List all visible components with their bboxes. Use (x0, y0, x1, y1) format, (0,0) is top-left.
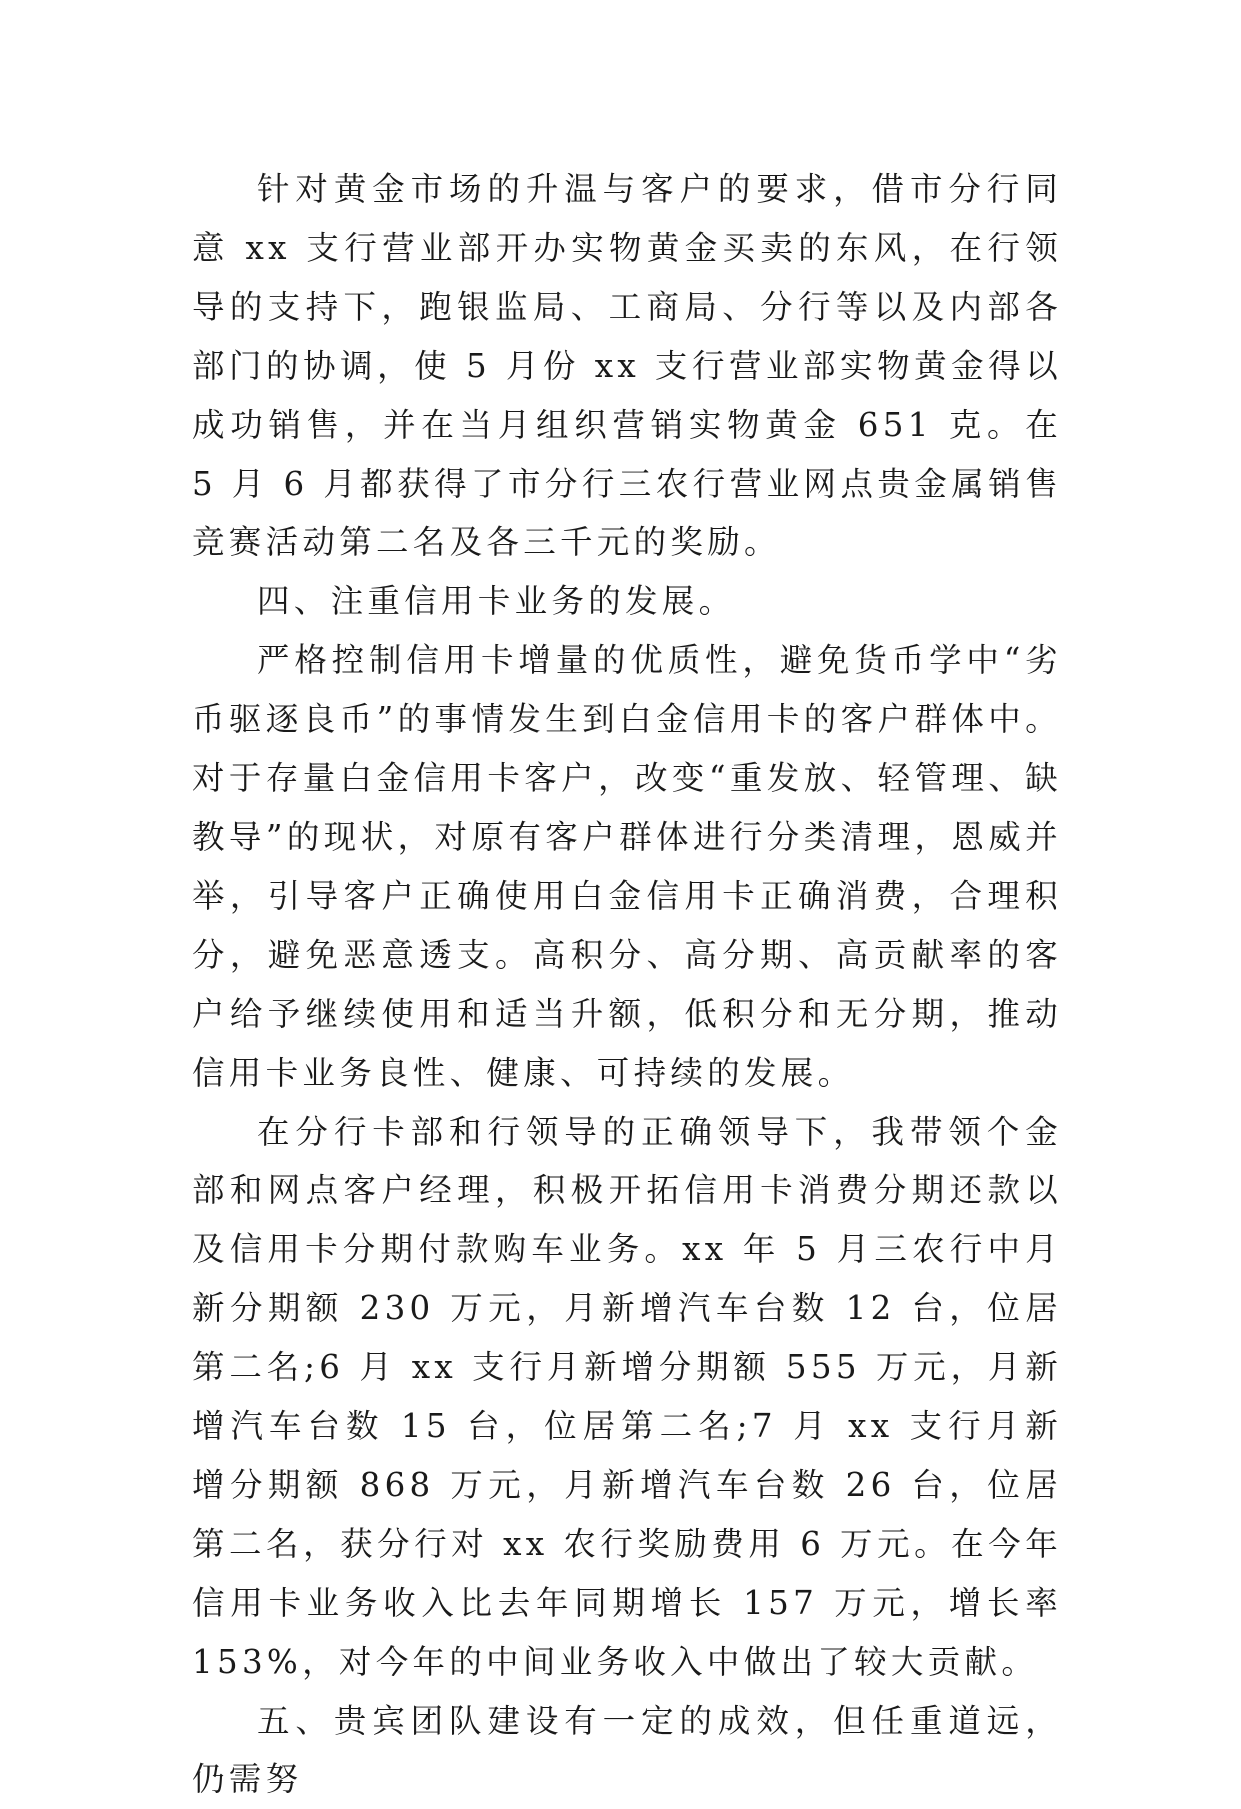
section-heading-vip-team: 五、贵宾团队建设有一定的成效，但任重道远，仍需努 (192, 1701, 1062, 1799)
paragraph-installment-business: 在分行卡部和行领导的正确领导下，我带领个金部和网点客户经理，积极开拓信用卡消费分期还款以及信用卡分期付款购车业务。xx 年 5 月三农行中月新分期额 230 万元，月新增汽车台数 12 台，位居第二名;6 月 xx 支行月新增分期额 555 万元，月新增汽车台数 15 台，位居第二名;7 月 xx 支行月新增分期额 868 万元，月新增汽车台数 26 台，位居第二名，获分行对 xx 农行奖励费用 6 万元。在今年信用卡业务收入比去年同期增长 157 万元，增长率 153%，对今年的中间业务收入中做出了较大贡献。 (192, 1112, 1062, 1681)
document-page (192, 160, 1062, 1809)
section-heading-credit-card: 四、注重信用卡业务的发展。 (257, 582, 736, 621)
paragraph-credit-card-quality: 严格控制信用卡增量的优质性，避免货币学中“劣币驱逐良币”的事情发生到白金信用卡的客户群体中。对于存量白金信用卡客户，改变“重发放、轻管理、缺教导”的现状，对原有客户群体进行分类清理，恩威并举，引导客户正确使用白金信用卡正确消费，合理积分，避免恶意透支。高积分、高分期、高贡献率的客户给予继续使用和适当升额，低积分和无分期，推动信用卡业务良性、健康、可持续的发展。 (192, 641, 1062, 1092)
paragraph-gold-sales: 针对黄金市场的升温与客户的要求，借市分行同意 xx 支行营业部开办实物黄金买卖的东风，在行领导的支持下，跑银监局、工商局、分行等以及内部各部门的协调，使 5 月份 xx 支行营业部实物黄金得以成功销售，并在当月组织营销实物黄金 651 克。在 5 月 6 月都获得了市分行三农行营业网点贵金属销售竞赛活动第二名及各三千元的奖励。 (192, 170, 1062, 562)
